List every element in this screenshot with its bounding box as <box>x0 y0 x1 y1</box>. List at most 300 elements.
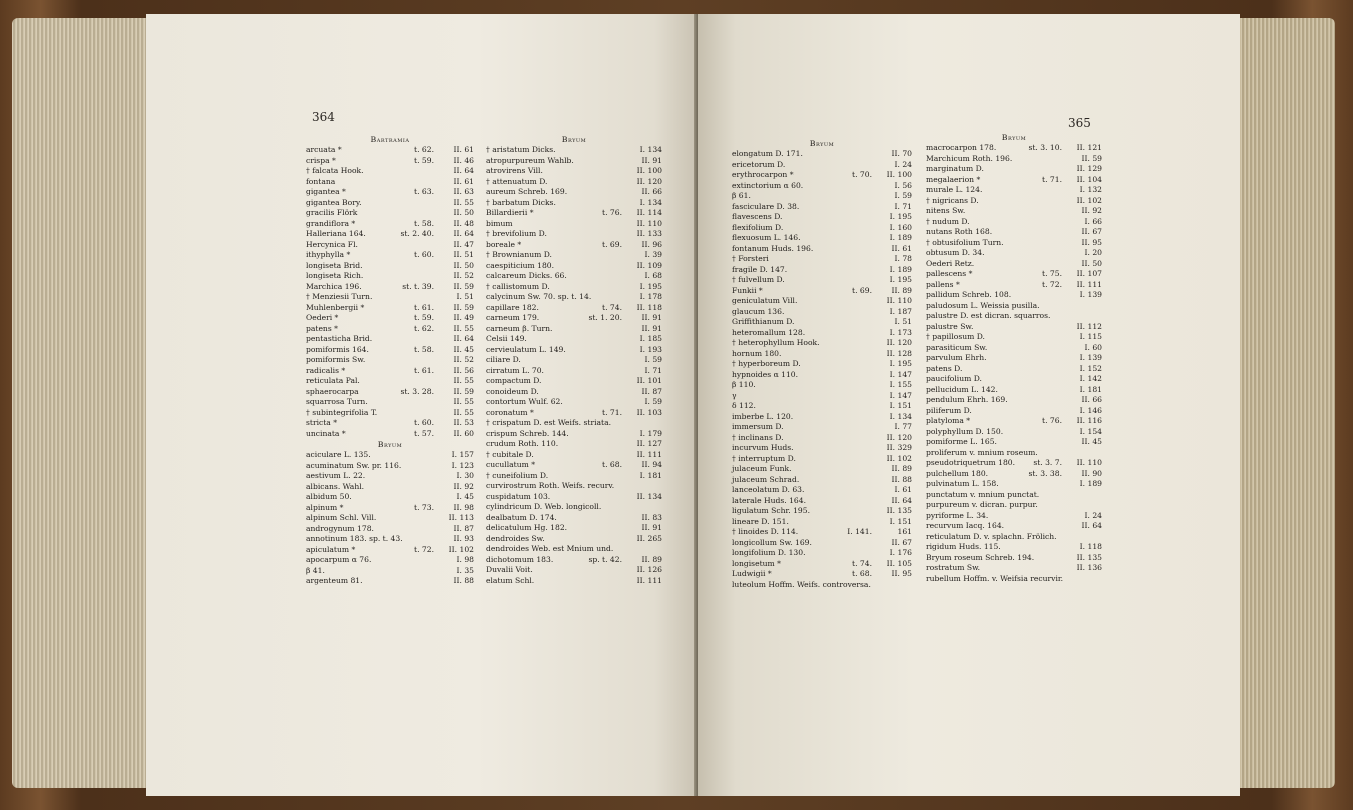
right-page-edges <box>1225 18 1335 788</box>
entry-term: † barbatum Dicks. <box>486 197 556 207</box>
entry-page-ref: I. 179 <box>639 428 662 438</box>
entry-term: Hercynica Fl. <box>306 239 358 249</box>
entry-page-ref: II. 59 <box>1081 153 1102 163</box>
entry-page-ref: I. 59 <box>644 397 662 406</box>
entry-page-ref: I. 115 <box>1079 332 1102 341</box>
index-entry <box>486 523 662 534</box>
entry-term: palustre D. est dicran. squarros. <box>926 311 1051 320</box>
index-entry <box>306 376 474 387</box>
entry-page-ref: II. 55 <box>453 407 474 417</box>
entry-page-ref: I. 176 <box>889 548 912 557</box>
index-entry <box>486 355 662 366</box>
entry-term: pendulum Ehrh. 169. <box>926 395 1008 404</box>
index-entry <box>486 481 662 492</box>
entry-page-ref: I. 51 <box>456 292 474 301</box>
entry-page-ref: II. 48 <box>453 218 474 228</box>
entry-page-ref: II. 55 <box>453 397 474 406</box>
entry-term: paludosum L. Weissia pusilla. <box>926 300 1040 310</box>
index-entry <box>926 416 1102 427</box>
index-entry <box>486 313 662 324</box>
entry-term: immersum D. <box>732 422 784 431</box>
index-entry <box>732 380 912 391</box>
entry-term: β 41. <box>306 565 325 575</box>
entry-term: † cubitale D. <box>486 449 534 459</box>
entry-term: extinctorium α 60. <box>732 180 804 190</box>
entry-term: caespiticium 180. <box>486 260 555 270</box>
entry-plate-ref: t. 58. <box>414 218 434 228</box>
index-entry <box>732 569 912 580</box>
entry-term: δ 112. <box>732 401 756 410</box>
index-entry <box>486 324 662 335</box>
entry-term: acuminatum Sw. pr. 116. <box>306 460 402 470</box>
index-entry <box>926 322 1102 333</box>
entry-term: delicatulum Hg. 182. <box>486 523 568 532</box>
index-entry <box>306 282 474 293</box>
entry-term: hypnoides α 110. <box>732 369 799 379</box>
index-entry <box>306 471 474 482</box>
entry-term: erythrocarpon * <box>732 170 794 179</box>
index-entry <box>732 559 912 570</box>
entry-page-ref: II. 101 <box>636 376 662 385</box>
entry-term: heteromallum 128. <box>732 327 806 337</box>
entry-page-ref: I. 157 <box>451 450 474 459</box>
index-entry <box>732 475 912 486</box>
index-entry <box>306 240 474 251</box>
entry-term: fontana <box>306 176 336 186</box>
entry-term: atropurpureum Wahlb. <box>486 155 574 165</box>
left-page <box>146 14 698 796</box>
entry-page-ref: II. 92 <box>1081 206 1102 215</box>
index-entry <box>306 429 474 440</box>
entry-page-ref: I. 193 <box>639 344 662 354</box>
entry-page-ref: II. 135 <box>1076 552 1102 562</box>
entry-page-ref: II. 102 <box>886 453 912 463</box>
index-entry <box>732 401 912 412</box>
entry-term: paucifolium D. <box>926 374 982 383</box>
index-entry <box>486 576 662 587</box>
index-entry <box>926 427 1102 438</box>
index-entry <box>732 191 912 202</box>
entry-term: radicalis * <box>306 365 346 375</box>
entry-page-ref: I. 30 <box>456 471 474 480</box>
entry-page-ref: II. 103 <box>636 407 662 417</box>
entry-term: calcareum Dicks. 66. <box>486 271 567 280</box>
entry-page-ref: II. 59 <box>453 302 474 312</box>
entry-term: polyphyllum D. 150. <box>926 426 1004 436</box>
entry-page-ref: II. 109 <box>636 260 662 270</box>
index-entry <box>732 170 912 181</box>
entry-page-ref: II. 89 <box>891 285 912 295</box>
index-entry <box>306 324 474 335</box>
index-entry <box>486 534 662 545</box>
index-entry <box>926 574 1102 585</box>
entry-term: † callistomum D. <box>486 281 550 291</box>
right-column-1 <box>732 138 912 590</box>
entry-page-ref: II. 134 <box>636 491 662 501</box>
entry-page-ref: I. 195 <box>889 275 912 284</box>
entry-term: nutans Roth 168. <box>926 227 993 236</box>
entry-term: obtusum D. 34. <box>926 248 985 257</box>
index-entry <box>732 233 912 244</box>
index-entry <box>306 166 474 177</box>
entry-page-ref: II. 93 <box>453 534 474 543</box>
page-number-right: 365 <box>1068 116 1091 130</box>
entry-plate-ref: I. 141. <box>847 527 872 536</box>
index-entry <box>486 208 662 219</box>
entry-page-ref: I. 181 <box>639 470 662 480</box>
entry-page-ref: II. 89 <box>641 554 662 564</box>
entry-term: ciliare D. <box>486 355 521 364</box>
entry-page-ref: II. 88 <box>453 576 474 585</box>
index-entry <box>486 565 662 576</box>
entry-page-ref: I. 24 <box>894 159 912 169</box>
entry-plate-ref: t. 72. <box>1042 279 1062 289</box>
entry-term: crudum Roth. 110. <box>486 439 559 448</box>
entry-term: stricta * <box>306 418 338 427</box>
entry-term: pomiformis Sw. <box>306 355 366 364</box>
index-entry <box>486 198 662 209</box>
index-entry <box>306 303 474 314</box>
entry-page-ref: I. 178 <box>639 292 662 301</box>
entry-term: † nudum D. <box>926 216 970 226</box>
entry-page-ref: II. 60 <box>453 428 474 438</box>
section-heading: Bryum <box>377 440 403 449</box>
index-entry <box>926 164 1102 175</box>
entry-term: patens * <box>306 323 338 333</box>
entry-page-ref: II. 98 <box>453 502 474 512</box>
entry-page-ref: II. 64 <box>1081 521 1102 530</box>
entry-page-ref: I. 60 <box>1084 342 1102 352</box>
entry-page-ref: I. 77 <box>894 422 912 431</box>
entry-page-ref: I. 189 <box>889 264 912 274</box>
entry-page-ref: II. 133 <box>636 229 662 238</box>
entry-plate-ref: t. 58. <box>414 344 434 354</box>
index-entry <box>926 290 1102 301</box>
entry-term: fontanum Huds. 196. <box>732 243 814 253</box>
index-entry <box>306 418 474 429</box>
entry-page-ref: II. 88 <box>891 474 912 484</box>
index-entry <box>486 429 662 440</box>
index-entry <box>732 317 912 328</box>
entry-term: punctatum v. mnium punctat. <box>926 489 1040 499</box>
entry-plate-ref: t. 62. <box>414 145 434 154</box>
entry-term: luteolum Hoffm. Weifs. controversa. <box>732 579 871 589</box>
index-entry <box>306 503 474 514</box>
entry-page-ref: I. 68 <box>644 271 662 280</box>
page-number-left: 364 <box>312 110 335 124</box>
entry-page-ref: I. 187 <box>889 306 912 316</box>
entry-term: flexifolium D. <box>732 222 784 232</box>
index-entry <box>486 292 662 303</box>
entry-term: curvirostrum Roth. Weifs. recurv. <box>486 481 615 490</box>
entry-page-ref: II. 118 <box>636 302 662 312</box>
index-entry <box>306 261 474 272</box>
index-entry <box>306 355 474 366</box>
index-entry <box>732 370 912 381</box>
entry-term: longiseta Rich. <box>306 271 364 280</box>
entry-page-ref: II. 111 <box>636 449 662 459</box>
entry-term: rigidum Huds. 115. <box>926 542 1001 551</box>
index-entry <box>926 311 1102 322</box>
entry-page-ref: II. 100 <box>886 170 912 179</box>
entry-page-ref: II. 112 <box>1076 321 1102 331</box>
entry-page-ref: II. 135 <box>886 506 912 515</box>
entry-plate-ref: t. 69. <box>602 239 622 249</box>
right-page <box>698 14 1240 796</box>
index-entry <box>306 345 474 356</box>
index-entry <box>926 385 1102 396</box>
entry-page-ref: I. 152 <box>1079 363 1102 373</box>
entry-page-ref: I. 189 <box>1079 479 1102 488</box>
entry-term: marginatum D. <box>926 164 984 173</box>
entry-page-ref: II. 121 <box>1076 143 1102 152</box>
entry-term: contortum Wulf. 62. <box>486 397 563 406</box>
entry-page-ref: II. 90 <box>1081 468 1102 478</box>
entry-page-ref: I. 155 <box>889 380 912 389</box>
index-entry <box>306 156 474 167</box>
entry-page-ref: II. 120 <box>886 432 912 442</box>
entry-term: reticulatum D. v. splachn. Frölich. <box>926 531 1057 541</box>
entry-term: annotinum 183. sp. t. 43. <box>306 534 403 543</box>
entry-page-ref: II. 91 <box>641 323 662 333</box>
entry-page-ref: I. 134 <box>889 411 912 421</box>
entry-page-ref: I. 173 <box>889 327 912 337</box>
entry-plate-ref: t. 61. <box>414 365 434 375</box>
entry-term: † subintegrifolia T. <box>306 407 378 417</box>
index-entry <box>486 271 662 282</box>
entry-term: conoideum D. <box>486 386 539 396</box>
entry-term: parvulum Ehrh. <box>926 353 987 362</box>
entry-page-ref: II. 95 <box>891 569 912 578</box>
entry-term: † nigricans D. <box>926 195 979 205</box>
index-entry <box>732 443 912 454</box>
entry-page-ref: II. 91 <box>641 155 662 165</box>
entry-plate-ref: t. 75. <box>1042 269 1062 278</box>
entry-term: Halleriana 164. <box>306 229 366 238</box>
entry-plate-ref: t. 60. <box>414 418 434 427</box>
entry-term: pellucidum L. 142. <box>926 384 998 394</box>
index-entry <box>732 506 912 517</box>
entry-term: pallidum Schreb. 108. <box>926 290 1012 299</box>
entry-page-ref: II. 63 <box>453 187 474 196</box>
entry-page-ref: I. 160 <box>889 222 912 232</box>
entry-plate-ref: t. 74. <box>852 558 872 568</box>
entry-plate-ref: t. 63. <box>414 187 434 196</box>
entry-page-ref: I. 71 <box>894 201 912 211</box>
entry-term: Bryum roseum Schreb. 194. <box>926 552 1035 562</box>
entry-plate-ref: st. t. 39. <box>402 281 434 291</box>
index-entry <box>306 450 474 461</box>
entry-term: Ludwigii * <box>732 569 772 578</box>
entry-term: longicollum Sw. 169. <box>732 537 812 547</box>
index-entry <box>486 366 662 377</box>
index-entry <box>732 286 912 297</box>
entry-term: nitens Sw. <box>926 206 966 215</box>
entry-plate-ref: st. 3. 7. <box>1033 458 1062 467</box>
entry-page-ref: I. 189 <box>889 233 912 242</box>
entry-term: glaucum 136. <box>732 306 785 316</box>
index-entry <box>732 212 912 223</box>
index-entry <box>306 461 474 472</box>
index-entry <box>732 275 912 286</box>
entry-term: cervieulatum L. 149. <box>486 344 566 354</box>
entry-page-ref: I. 45 <box>456 492 474 501</box>
entry-page-ref: II. 50 <box>453 208 474 217</box>
index-entry <box>926 332 1102 343</box>
entry-term: apocarpum α 76. <box>306 555 372 564</box>
entry-page-ref: II. 110 <box>1076 458 1102 467</box>
index-entry <box>926 563 1102 574</box>
entry-page-ref: I. 39 <box>644 250 662 259</box>
entry-term: γ <box>732 390 737 400</box>
entry-term: † cuneifolium D. <box>486 470 549 480</box>
index-entry <box>486 513 662 524</box>
entry-page-ref: I. 139 <box>1079 353 1102 362</box>
index-entry <box>926 553 1102 564</box>
entry-term: cucullatum * <box>486 460 536 469</box>
entry-term: fragile D. 147. <box>732 264 788 274</box>
entry-term: rostratum Sw. <box>926 563 981 572</box>
entry-page-ref: II. 129 <box>1076 164 1102 173</box>
entry-term: ithyphylla * <box>306 250 351 259</box>
entry-term: † Menziesii Turn. <box>306 292 373 301</box>
index-entry <box>486 229 662 240</box>
entry-page-ref: II. 59 <box>453 386 474 396</box>
entry-page-ref: I. 71 <box>644 365 662 375</box>
index-entry <box>486 145 662 156</box>
index-entry <box>486 219 662 230</box>
entry-term: † inclinans D. <box>732 432 784 442</box>
entry-term: carneum 179. <box>486 313 540 322</box>
entry-page-ref: II. 55 <box>453 197 474 207</box>
entry-page-ref: I. 61 <box>894 485 912 494</box>
entry-plate-ref: st. 3. 38. <box>1028 468 1062 478</box>
index-entry <box>486 502 662 513</box>
entry-term: gigantea Bory. <box>306 197 362 207</box>
entry-term: aciculare L. 135. <box>306 450 371 459</box>
entry-plate-ref: t. 71. <box>1042 174 1062 184</box>
index-entry <box>306 292 474 303</box>
entry-term: patens D. <box>926 363 963 373</box>
index-entry <box>732 202 912 213</box>
entry-page-ref: II. 67 <box>891 537 912 547</box>
entry-term: megalaerion * <box>926 174 981 184</box>
index-entry <box>926 259 1102 270</box>
index-entry <box>486 282 662 293</box>
index-entry <box>926 269 1102 280</box>
entry-page-ref: II. 64 <box>453 229 474 238</box>
entry-page-ref: II. 116 <box>1076 416 1102 425</box>
entry-term: atrovirens Vill. <box>486 166 543 175</box>
entry-term: dendroides Sw. <box>486 533 545 543</box>
entry-term: Billardierii * <box>486 208 534 217</box>
entry-plate-ref: t. 70. <box>852 170 872 179</box>
index-entry <box>306 208 474 219</box>
entry-plate-ref: t. 69. <box>852 285 872 295</box>
index-entry <box>732 422 912 433</box>
entry-term: † attenuatum D. <box>486 176 548 186</box>
entry-page-ref: II. 91 <box>641 313 662 322</box>
index-entry <box>926 238 1102 249</box>
index-entry <box>486 544 662 555</box>
index-entry <box>926 490 1102 501</box>
left-page-edges <box>12 18 152 788</box>
entry-list <box>732 149 912 590</box>
index-entry <box>486 408 662 419</box>
entry-term: † hyperboreum D. <box>732 359 801 368</box>
entry-term: gigantea * <box>306 187 346 196</box>
entry-term: macrocarpon 178. <box>926 143 997 152</box>
entry-page-ref: II. 56 <box>453 365 474 375</box>
entry-term: lanceolatum D. 63. <box>732 485 805 494</box>
entry-plate-ref: st. 3. 28. <box>400 386 434 396</box>
index-entry <box>486 492 662 503</box>
entry-term: † heterophyllum Hook. <box>732 338 820 347</box>
index-entry <box>486 418 662 429</box>
entry-page-ref: I. 185 <box>639 334 662 343</box>
entry-list <box>306 450 474 587</box>
entry-term: alpinum * <box>306 502 344 512</box>
entry-term: † brevifolium D. <box>486 229 547 238</box>
entry-term: † Brownianum D. <box>486 250 552 259</box>
entry-page-ref: II. 64 <box>453 166 474 175</box>
index-entry <box>732 254 912 265</box>
entry-page-ref: II. 114 <box>636 208 662 217</box>
index-entry <box>486 376 662 387</box>
entry-term: Celsii 149. <box>486 334 527 343</box>
entry-page-ref: I. 195 <box>639 281 662 291</box>
entry-plate-ref: t. 59. <box>414 155 434 165</box>
entry-page-ref: I. 181 <box>1079 384 1102 394</box>
entry-term: pomiformis 164. <box>306 344 369 354</box>
entry-page-ref: II. 100 <box>636 166 662 175</box>
entry-page-ref: II. 95 <box>1081 237 1102 247</box>
entry-term: β 61. <box>732 191 751 200</box>
index-entry <box>732 412 912 423</box>
entry-term: grandiflora * <box>306 218 356 228</box>
index-entry <box>926 154 1102 165</box>
index-entry <box>486 334 662 345</box>
index-entry <box>486 471 662 482</box>
index-entry <box>926 437 1102 448</box>
entry-page-ref: I. 134 <box>639 145 662 154</box>
index-entry <box>732 307 912 318</box>
index-entry <box>926 542 1102 553</box>
index-entry <box>306 198 474 209</box>
entry-plate-ref: t. 71. <box>602 407 622 417</box>
entry-page-ref: II. 110 <box>636 218 662 228</box>
index-entry <box>732 244 912 255</box>
entry-term: argenteum 81. <box>306 576 363 585</box>
index-entry <box>732 464 912 475</box>
index-entry <box>306 187 474 198</box>
entry-page-ref: II. 47 <box>453 239 474 249</box>
index-entry <box>306 555 474 566</box>
entry-plate-ref: t. 59. <box>414 313 434 322</box>
entry-term: parasiticum Sw. <box>926 342 988 352</box>
entry-term: † fulvellum D. <box>732 275 785 284</box>
entry-page-ref: I. 132 <box>1079 185 1102 194</box>
index-entry <box>306 250 474 261</box>
index-entry <box>926 511 1102 522</box>
index-entry <box>926 196 1102 207</box>
index-entry <box>306 534 474 545</box>
index-entry <box>306 177 474 188</box>
index-entry <box>732 485 912 496</box>
entry-page-ref: I. 98 <box>456 555 474 564</box>
entry-page-ref: I. 59 <box>644 355 662 364</box>
entry-term: geniculatum Vill. <box>732 296 798 305</box>
